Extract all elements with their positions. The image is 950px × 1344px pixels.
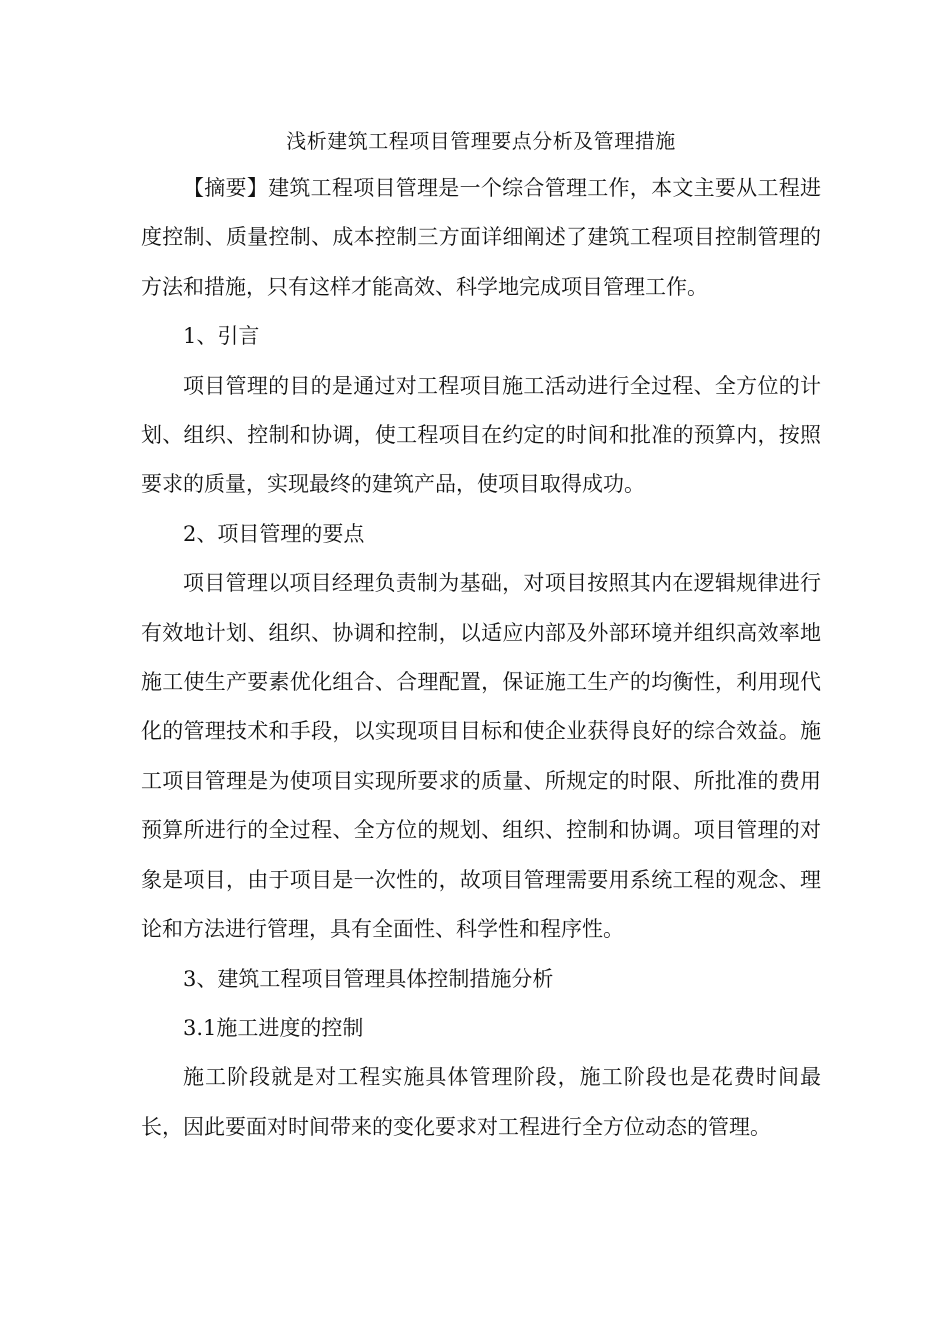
section-3-1-paragraph: 施工阶段就是对工程实施具体管理阶段，施工阶段也是花费时间最长，因此要面对时间带来的变化要求对工程进行全方位动态的管理。 (141, 1065, 821, 1139)
section-3-1-heading: 3.1施工进度的控制 (183, 1015, 364, 1040)
section-3-heading: 3、建筑工程项目管理具体控制措施分析 (183, 966, 554, 991)
section-1-heading: 1、引言 (183, 324, 260, 349)
abstract-paragraph: 【摘要】建筑工程项目管理是一个综合管理工作，本文主要从工程进度控制、质量控制、成本控制三方面详细阐述了建筑工程项目控制管理的方法和措施，只有这样才能高效、科学地完成项目管理工作。 (141, 176, 821, 299)
document-page (141, 118, 821, 1152)
section-1-paragraph: 项目管理的目的是通过对工程项目施工活动进行全过程、全方位的计划、组织、控制和协调，使工程项目在约定的时间和批准的预算内，按照要求的质量，实现最终的建筑产品，使项目取得成功。 (141, 373, 821, 497)
section-2-paragraph: 项目管理以项目经理负责制为基础，对项目按照其内在逻辑规律进行有效地计划、组织、协调和控制，以适应内部及外部环境并组织高效率地施工使生产要素优化组合、合理配置，保证施工生产的均衡性，利用现代化的管理技术和手段，以实现项目目标和使企业获得良好的综合效益。施工项目管理是为使项目实现所要求的质量、所规定的时限、所批准的费用预算所进行的全过程、全方位的规划、组织、控制和协调。项目管理的对象是项目，由于项目是一次性的，故项目管理需要用系统工程的观念、理论和方法进行管理，具有全面性、科学性和程序性。 (141, 571, 821, 942)
document-title: 浅析建筑工程项目管理要点分析及管理措施 (286, 129, 676, 153)
section-2-heading: 2、项目管理的要点 (183, 521, 365, 546)
